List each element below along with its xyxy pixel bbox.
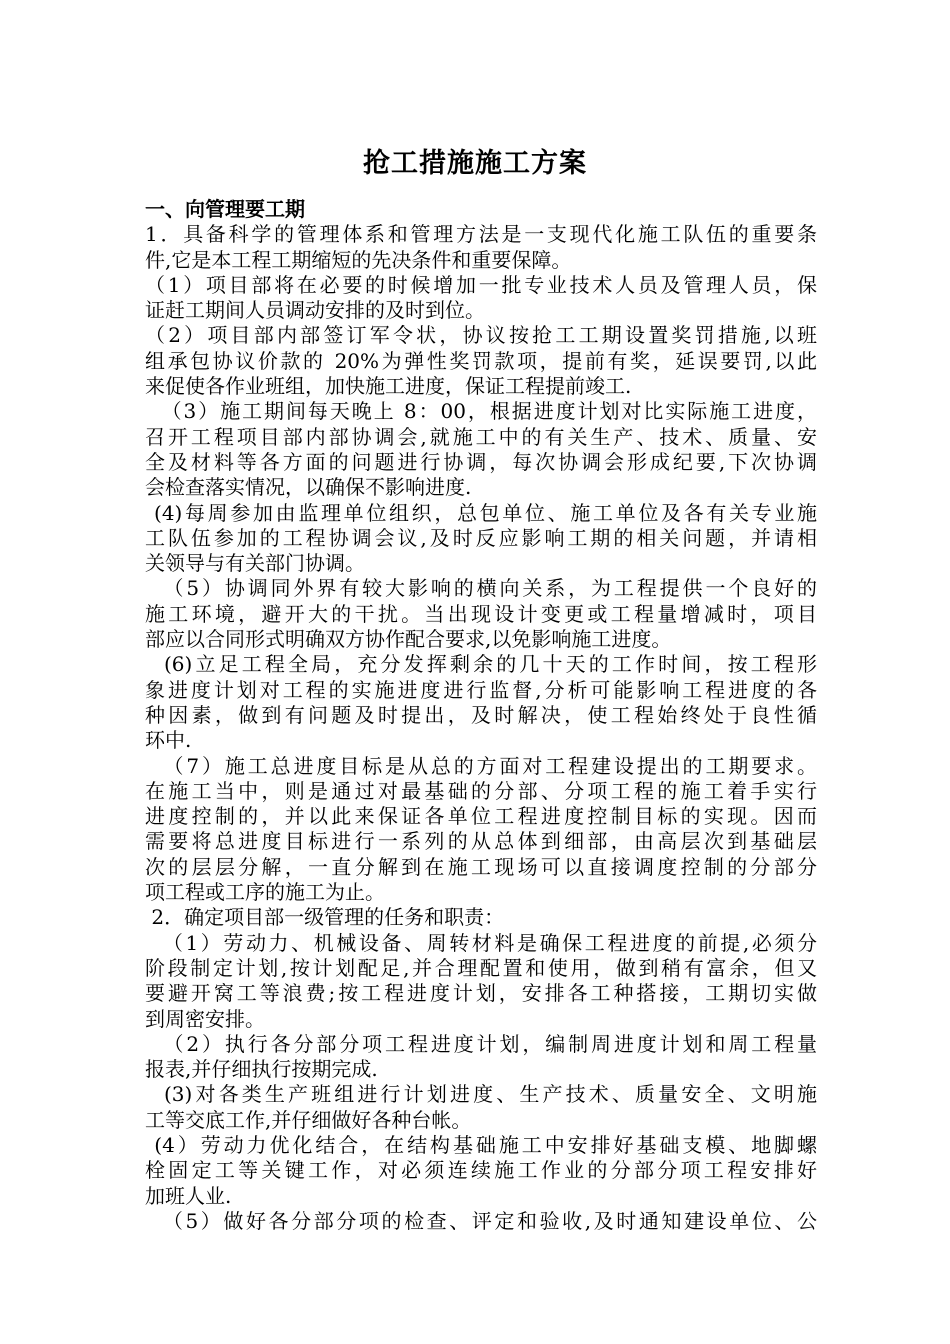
- paragraph-line: 工队伍参加的工程协调会议,及时反应影响工期的相关问题，并请相: [145, 525, 817, 550]
- paragraph-line: 阶段制定计划,按计划配足,并合理配置和使用，做到稍有富余，但又: [145, 955, 817, 980]
- paragraph-line: 关领导与有关部门协调。: [145, 551, 365, 576]
- paragraph-line: 项工程或工序的施工为止。: [145, 880, 385, 905]
- paragraph-line: 施工环境，避开大的干扰。当出现设计变更或工程量增减时，项目: [145, 601, 817, 626]
- paragraph-line: 1．具备科学的管理体系和管理方法是一支现代化施工队伍的重要条: [145, 222, 817, 247]
- paragraph-line: 召开工程项目部内部协调会,就施工中的有关生产、技术、质量、安: [145, 424, 817, 449]
- paragraph-line: (4)每周参加由监理单位组织，总包单位、施工单位及各有关专业施: [145, 500, 817, 525]
- paragraph-line: （5）协调同外界有较大影响的横向关系，为工程提供一个良好的: [145, 576, 817, 601]
- paragraph-line: (3)对各类生产班组进行计划进度、生产技术、质量安全、文明施: [145, 1082, 817, 1107]
- paragraph-line: 件,它是本工程工期缩短的先决条件和重要保障。: [145, 247, 572, 272]
- paragraph-line: 加班人业.: [145, 1183, 232, 1208]
- paragraph-line: 证赶工期间人员调动安排的及时到位。: [145, 298, 485, 323]
- paragraph-line: 环中.: [145, 728, 192, 753]
- paragraph-line: (6)立足工程全局，充分发挥剩余的几十天的工作时间，按工程形: [145, 652, 817, 677]
- paragraph-line: 需要将总进度目标进行一系列的从总体到细部，由高层次到基础层: [145, 829, 817, 854]
- paragraph-line: 2．确定项目部一级管理的任务和职责：: [145, 905, 505, 930]
- paragraph-line: 进度控制的，并以此来保证各单位工程进度控制目标的实现。因而: [145, 804, 817, 829]
- document-title: 抢工措施施工方案: [363, 148, 587, 179]
- paragraph-line: 会检查落实情况，以确保不影响进度.: [145, 475, 472, 500]
- paragraph-line: 组承包协议价款的 20%为弹性奖罚款项，提前有奖，延误要罚,以此: [145, 348, 817, 373]
- paragraph-line: 报表,并仔细执行按期完成.: [145, 1057, 378, 1082]
- paragraph-line: 要避开窝工等浪费;按工程进度计划，安排各工种搭接，工期切实做: [145, 981, 817, 1006]
- paragraph-line: (4）劳动力优化结合，在结构基础施工中安排好基础支模、地脚螺: [145, 1132, 817, 1157]
- paragraph-line: 在施工当中，则是通过对最基础的分部、分项工程的施工着手实行: [145, 778, 817, 803]
- paragraph-line: 次的层层分解，一直分解到在施工现场可以直接调度控制的分部分: [145, 854, 817, 879]
- paragraph-line: （2）项目部内部签订军令状，协议按抢工工期设置奖罚措施,以班: [145, 323, 817, 348]
- paragraph-line: 部应以合同形式明确双方协作配合要求,以免影响施工进度。: [145, 627, 672, 652]
- paragraph-line: （3）施工期间每天晚上 8：00，根据进度计划对比实际施工进度，: [145, 399, 817, 424]
- paragraph-line: （2）执行各分部分项工程进度计划，编制周进度计划和周工程量: [145, 1031, 817, 1056]
- paragraph-line: 栓固定工等关键工作，对必须连续施工作业的分部分项工程安排好: [145, 1158, 817, 1183]
- paragraph-line: 全及材料等各方面的问题进行协调，每次协调会形成纪要,下次协调: [145, 449, 817, 474]
- paragraph-line: 工等交底工作,并仔细做好各种台帐。: [145, 1107, 472, 1132]
- paragraph-line: （7）施工总进度目标是从总的方面对工程建设提出的工期要求。: [145, 753, 817, 778]
- paragraph-line: 象进度计划对工程的实施进度进行监督,分析可能影响工程进度的各: [145, 677, 817, 702]
- paragraph-line: （1）劳动力、机械设备、周转材料是确保工程进度的前提,必须分: [145, 930, 817, 955]
- paragraph-line: （1）项目部将在必要的时候增加一批专业技术人员及管理人员，保: [145, 272, 817, 297]
- paragraph-line: 到周密安排。: [145, 1006, 265, 1031]
- paragraph-line: （5）做好各分部分项的检查、评定和验收,及时通知建设单位、公: [145, 1208, 817, 1233]
- section-heading: 一、向管理要工期: [145, 197, 305, 221]
- paragraph-line: 种因素，做到有问题及时提出，及时解决，使工程始终处于良性循: [145, 702, 817, 727]
- paragraph-line: 来促使各作业班组，加快施工进度，保证工程提前竣工.: [145, 374, 632, 399]
- document-body: [145, 197, 817, 1234]
